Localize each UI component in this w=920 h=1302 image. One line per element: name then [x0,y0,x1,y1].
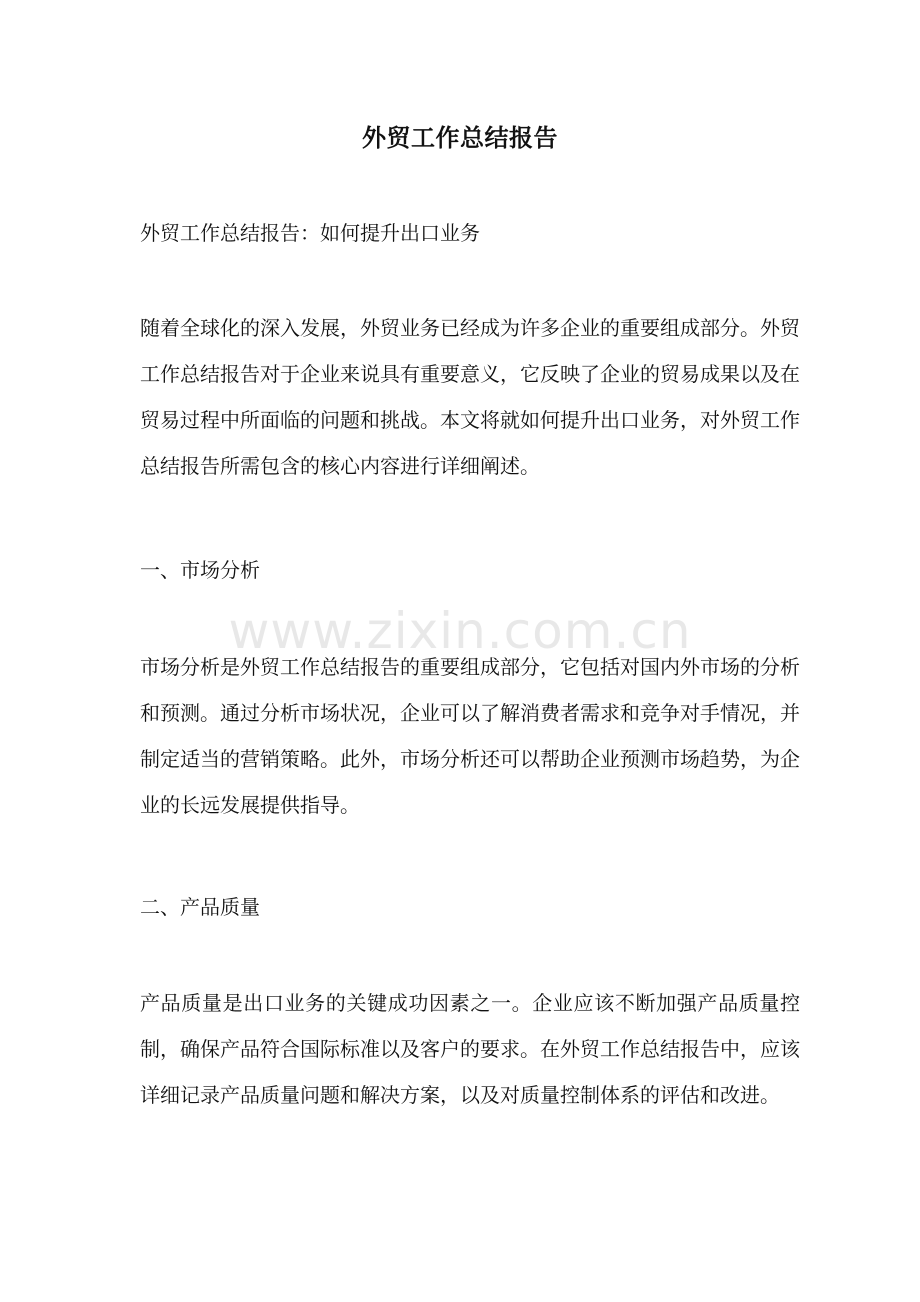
section-heading-product-quality: 二、产品质量 [140,895,260,919]
document-subtitle: 外贸工作总结报告：如何提升出口业务 [140,221,480,245]
watermark: www.zixin.com.cn [228,602,692,660]
section-paragraph-market-analysis: 市场分析是外贸工作总结报告的重要组成部分，它包括对国内外市场的分析和预测。通过分析市场状况，企业可以了解消费者需求和竞争对手情况，并制定适当的营销策略。此外，市场分析还可以帮助企业预测市场趋势，为企业的长远发展提供指导。 [140,655,800,817]
section-paragraph-product-quality: 产品质量是出口业务的关键成功因素之一。企业应该不断加强产品质量控制，确保产品符合国际标准以及客户的要求。在外贸工作总结报告中，应该详细记录产品质量问题和解决方案，以及对质量控制体系的评估和改进。 [140,991,800,1107]
document-title: 外贸工作总结报告 [362,123,558,152]
intro-paragraph: 随着全球化的深入发展，外贸业务已经成为许多企业的重要组成部分。外贸工作总结报告对于企业来说具有重要意义，它反映了企业的贸易成果以及在贸易过程中所面临的问题和挑战。本文将就如何提升出口业务，对外贸工作总结报告所需包含的核心内容进行详细阐述。 [140,316,800,478]
section-heading-market-analysis: 一、市场分析 [140,558,260,582]
